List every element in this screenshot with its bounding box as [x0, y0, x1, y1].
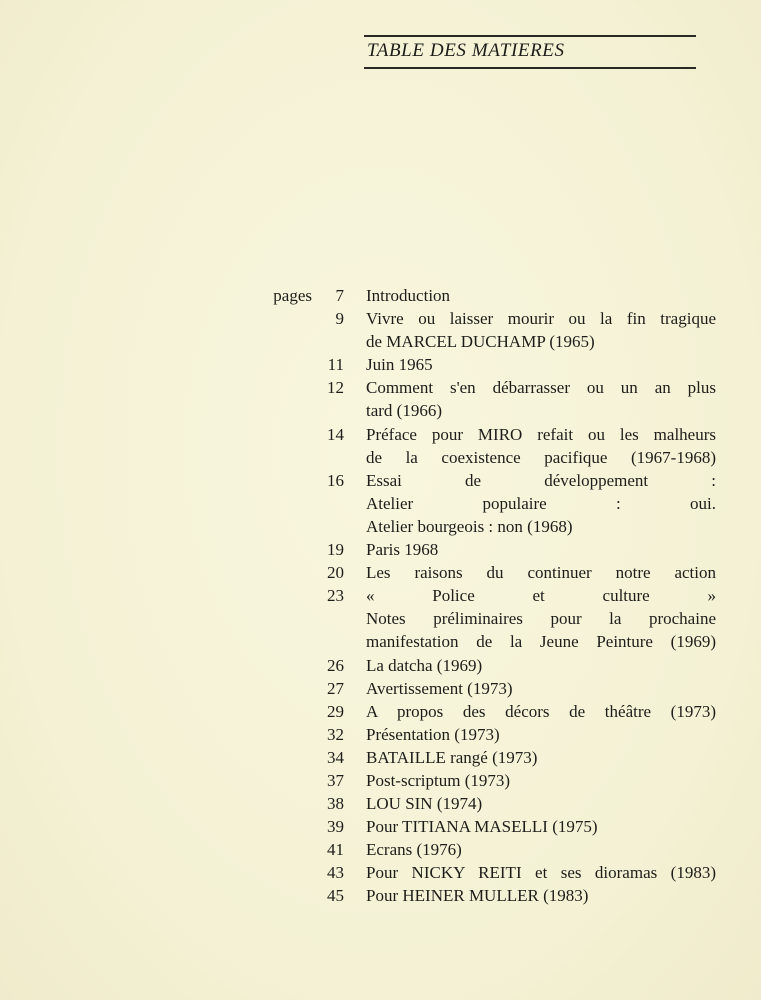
toc-entry	[250, 746, 730, 769]
toc-entry-line: BATAILLE rangé (1973)	[366, 747, 538, 767]
toc-entry	[250, 561, 730, 584]
toc-page-number: 41	[327, 840, 344, 860]
toc-entry	[250, 376, 730, 422]
toc-entry	[250, 469, 730, 538]
toc-entry-title	[366, 884, 716, 907]
toc-entry-line: Présentation (1973)	[366, 724, 500, 744]
toc-entry-line: La datcha (1969)	[366, 655, 483, 675]
toc-entry	[250, 677, 730, 700]
toc-entry-title	[366, 861, 716, 884]
toc-entry-title	[366, 700, 716, 723]
toc-entry-title	[366, 284, 716, 307]
toc-page-number: 12	[327, 378, 344, 398]
toc-entry	[250, 584, 730, 653]
pages-label: pages	[273, 286, 312, 305]
toc-entry	[250, 861, 730, 884]
toc-entry-title	[366, 723, 716, 746]
toc-page-number: 29	[327, 701, 344, 721]
toc-page-number: 34	[327, 747, 344, 767]
toc-entry-line: Atelier populaire : oui.	[366, 493, 716, 513]
toc-entry	[250, 284, 730, 307]
toc-entry-title	[366, 584, 716, 653]
toc-entry-title	[366, 677, 716, 700]
toc-entry	[250, 353, 730, 376]
toc-page-number: 14	[327, 424, 344, 444]
toc-entry-title	[366, 654, 716, 677]
toc-entry	[250, 307, 730, 353]
toc-entry-line: Préface pour MIRO refait ou les malheurs	[366, 424, 716, 444]
header-bottom-rule	[364, 67, 696, 69]
toc-page-number: 19	[327, 540, 344, 560]
page-title: TABLE DES MATIERES	[367, 40, 565, 61]
toc-page-number: 38	[327, 794, 344, 814]
toc-entry	[250, 884, 730, 907]
toc-entry-line: Pour HEINER MULLER (1983)	[366, 886, 589, 906]
toc-entry-line: A propos des décors de théâtre (1973)	[366, 701, 716, 721]
toc-entry-line: Avertissement (1973)	[366, 678, 513, 698]
toc-entry	[250, 838, 730, 861]
toc-page-number: 20	[327, 563, 344, 583]
toc-entry-line: Atelier bourgeois : non (1968)	[366, 516, 573, 536]
toc-entry	[250, 723, 730, 746]
toc-page-number: 11	[327, 355, 344, 375]
toc-page-number: 27	[327, 678, 344, 698]
table-of-contents	[250, 284, 730, 908]
toc-entry-line: Vivre ou laisser mourir ou la fin tragique	[366, 309, 716, 329]
toc-entry-line: de la coexistence pacifique (1967-1968)	[366, 447, 716, 467]
toc-entry-line: Notes préliminaires pour la prochaine	[366, 609, 716, 629]
toc-entry-title	[366, 376, 716, 422]
toc-entry	[250, 815, 730, 838]
toc-entry-line: Les raisons du continuer notre action	[366, 563, 716, 583]
toc-entry-line: Pour TITIANA MASELLI (1975)	[366, 817, 598, 837]
toc-entry-title	[366, 815, 716, 838]
toc-entry-title	[366, 307, 716, 353]
toc-entry	[250, 792, 730, 815]
toc-entry-title	[366, 838, 716, 861]
toc-entry-title	[366, 538, 716, 561]
toc-entry-title	[366, 769, 716, 792]
toc-page-number: 37	[327, 770, 344, 790]
toc-entry-title	[366, 561, 716, 584]
toc-entry-title	[366, 792, 716, 815]
toc-entry-line: de MARCEL DUCHAMP (1965)	[366, 332, 595, 352]
toc-entry	[250, 700, 730, 723]
toc-entry-title	[366, 423, 716, 469]
toc-entry	[250, 769, 730, 792]
toc-page-number: 43	[327, 863, 344, 883]
toc-page-number: 45	[327, 886, 344, 906]
toc-entry-line: « Police et culture »	[366, 586, 716, 606]
toc-page-number: 16	[327, 470, 344, 490]
toc-entry-title	[366, 469, 716, 538]
toc-entry-line: Pour NICKY REITI et ses dioramas (1983)	[366, 863, 716, 883]
toc-entry-line: Post-scriptum (1973)	[366, 770, 511, 790]
toc-entry-title	[366, 746, 716, 769]
toc-page-number: 39	[327, 817, 344, 837]
toc-page-number: 7	[335, 286, 344, 305]
toc-entry-line: Essai de développement :	[366, 470, 716, 490]
page-header	[364, 35, 696, 69]
toc-entry-title	[366, 353, 716, 376]
toc-entry-line: Introduction	[366, 286, 451, 305]
toc-entry	[250, 654, 730, 677]
toc-page-number: 26	[327, 655, 344, 675]
toc-entry	[250, 423, 730, 469]
toc-entry-line: Juin 1965	[366, 355, 433, 375]
toc-entry-line: tard (1966)	[366, 401, 443, 421]
toc-page-number: 9	[335, 309, 344, 329]
toc-page-number: 23	[327, 586, 344, 606]
toc-entry-line: Comment s'en débarrasser ou un an plus	[366, 378, 716, 398]
toc-entry-line: manifestation de la Jeune Peinture (1969)	[366, 632, 716, 652]
toc-page-number: 32	[327, 724, 344, 744]
toc-entry-line: LOU SIN (1974)	[366, 794, 483, 814]
toc-entry	[250, 538, 730, 561]
toc-entry-line: Paris 1968	[366, 540, 439, 560]
toc-entry-line: Ecrans (1976)	[366, 840, 462, 860]
